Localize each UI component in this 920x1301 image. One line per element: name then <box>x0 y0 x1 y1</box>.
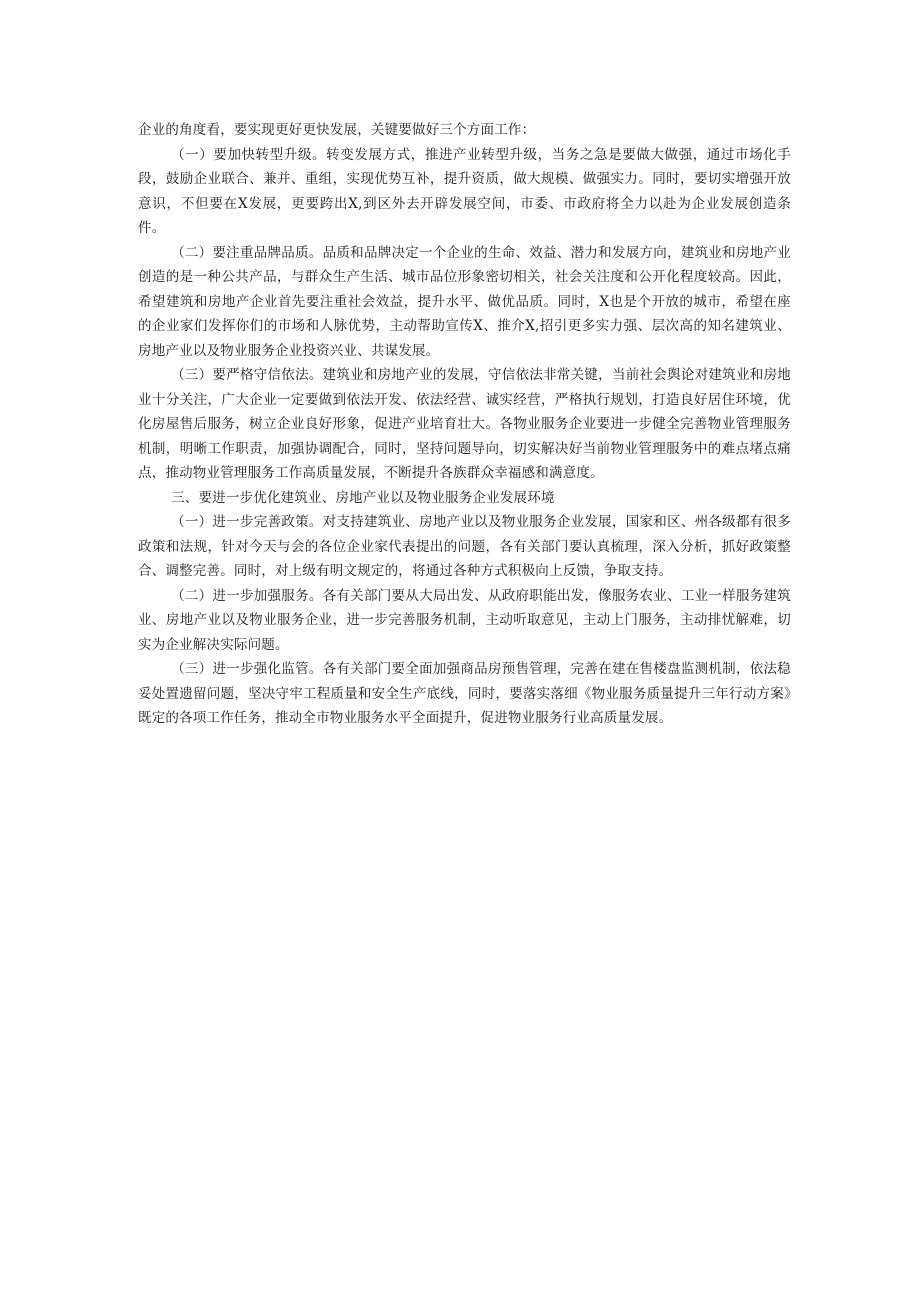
paragraph-integrity-law: （三）要严格守信依法。建筑业和房地产业的发展，守信依法非常关键，当前社会舆论对建筑业和房地业十分关注，广大企业一定要做到依法开发、依法经营、诚实经营，严格执行规划，打造良好居住环境，优化房屋售后服务，树立企业良好形象，促进产业培育壮大。各物业服务企业要进一步健全完善物业管理服务机制，明晰工作职责，加强协调配合，同时，坚持问题导向，切实解决好当前物业管理服务中的难点堵点痛点，推动物业管理服务工作高质量发展，不断提升各族群众幸福感和满意度。 <box>138 367 791 481</box>
paragraph-strengthen-supervision: （三）进一步强化监管。各有关部门要全面加强商品房预售管理，完善在建在售楼盘监测机制，依法稳妥处置遗留问题，坚决守牢工程质量和安全生产底线，同时，要落实落细《物业服务质量提升三年行动方案》既定的各项工作任务，推动全市物业服务水平全面提升，促进物业服务行业高质量发展。 <box>138 661 791 726</box>
document-body <box>138 118 791 731</box>
paragraph-brand-quality: （二）要注重品牌品质。品质和品牌决定一个企业的生命、效益、潜力和发展方向，建筑业和房地产业创造的是一种公共产品，与群众生产生活、城市品位形象密切相关，社会关注度和公开化程度较高。因此，希望建筑和房地产企业首先要注重社会效益，提升水平、做优品质。同时，X也是个开放的城市，希望在座的企业家们发挥你们的市场和人脉优势，主动帮助宣传X、推介X,招引更多实力强、层次高的知名建筑业、房地产业以及物业服务企业投资兴业、共谋发展。 <box>138 244 791 359</box>
paragraph-transform-upgrade: （一）要加快转型升级。转变发展方式，推进产业转型升级，当务之急是要做大做强，通过市场化手段，鼓励企业联合、兼并、重组，实现优势互补，提升资质，做大规模、做强实力。同时，要切实增强开放意识，不但要在X发展，更要跨出X,到区外去开辟发展空间，市委、市政府将全力以赴为企业发展创造条件。 <box>138 146 791 236</box>
section-heading-three: 三、要进一步优化建筑业、房地产业以及物业服务企业发展环境 <box>171 489 555 506</box>
paragraph-intro: 企业的角度看，要实现更好更快发展，关键要做好三个方面工作： <box>138 122 536 138</box>
paragraph-strengthen-service: （二）进一步加强服务。各有关部门要从大局出发、从政府职能出发，像服务农业、工业一样服务建筑业、房地产业以及物业服务企业，进一步完善服务机制，主动听取意见，主动上门服务，主动排忧解难，切实为企业解决实际问题。 <box>138 587 791 653</box>
paragraph-improve-policy: （一）进一步完善政策。对支持建筑业、房地产业以及物业服务企业发展，国家和区、州各级都有很多政策和法规，针对今天与会的各位企业家代表提出的问题，各有关部门要认真梳理，深入分析，抓好政策整合、调整完善。同时，对上级有明文规定的，将通过各种方式积极向上反馈，争取支持。 <box>138 514 791 579</box>
